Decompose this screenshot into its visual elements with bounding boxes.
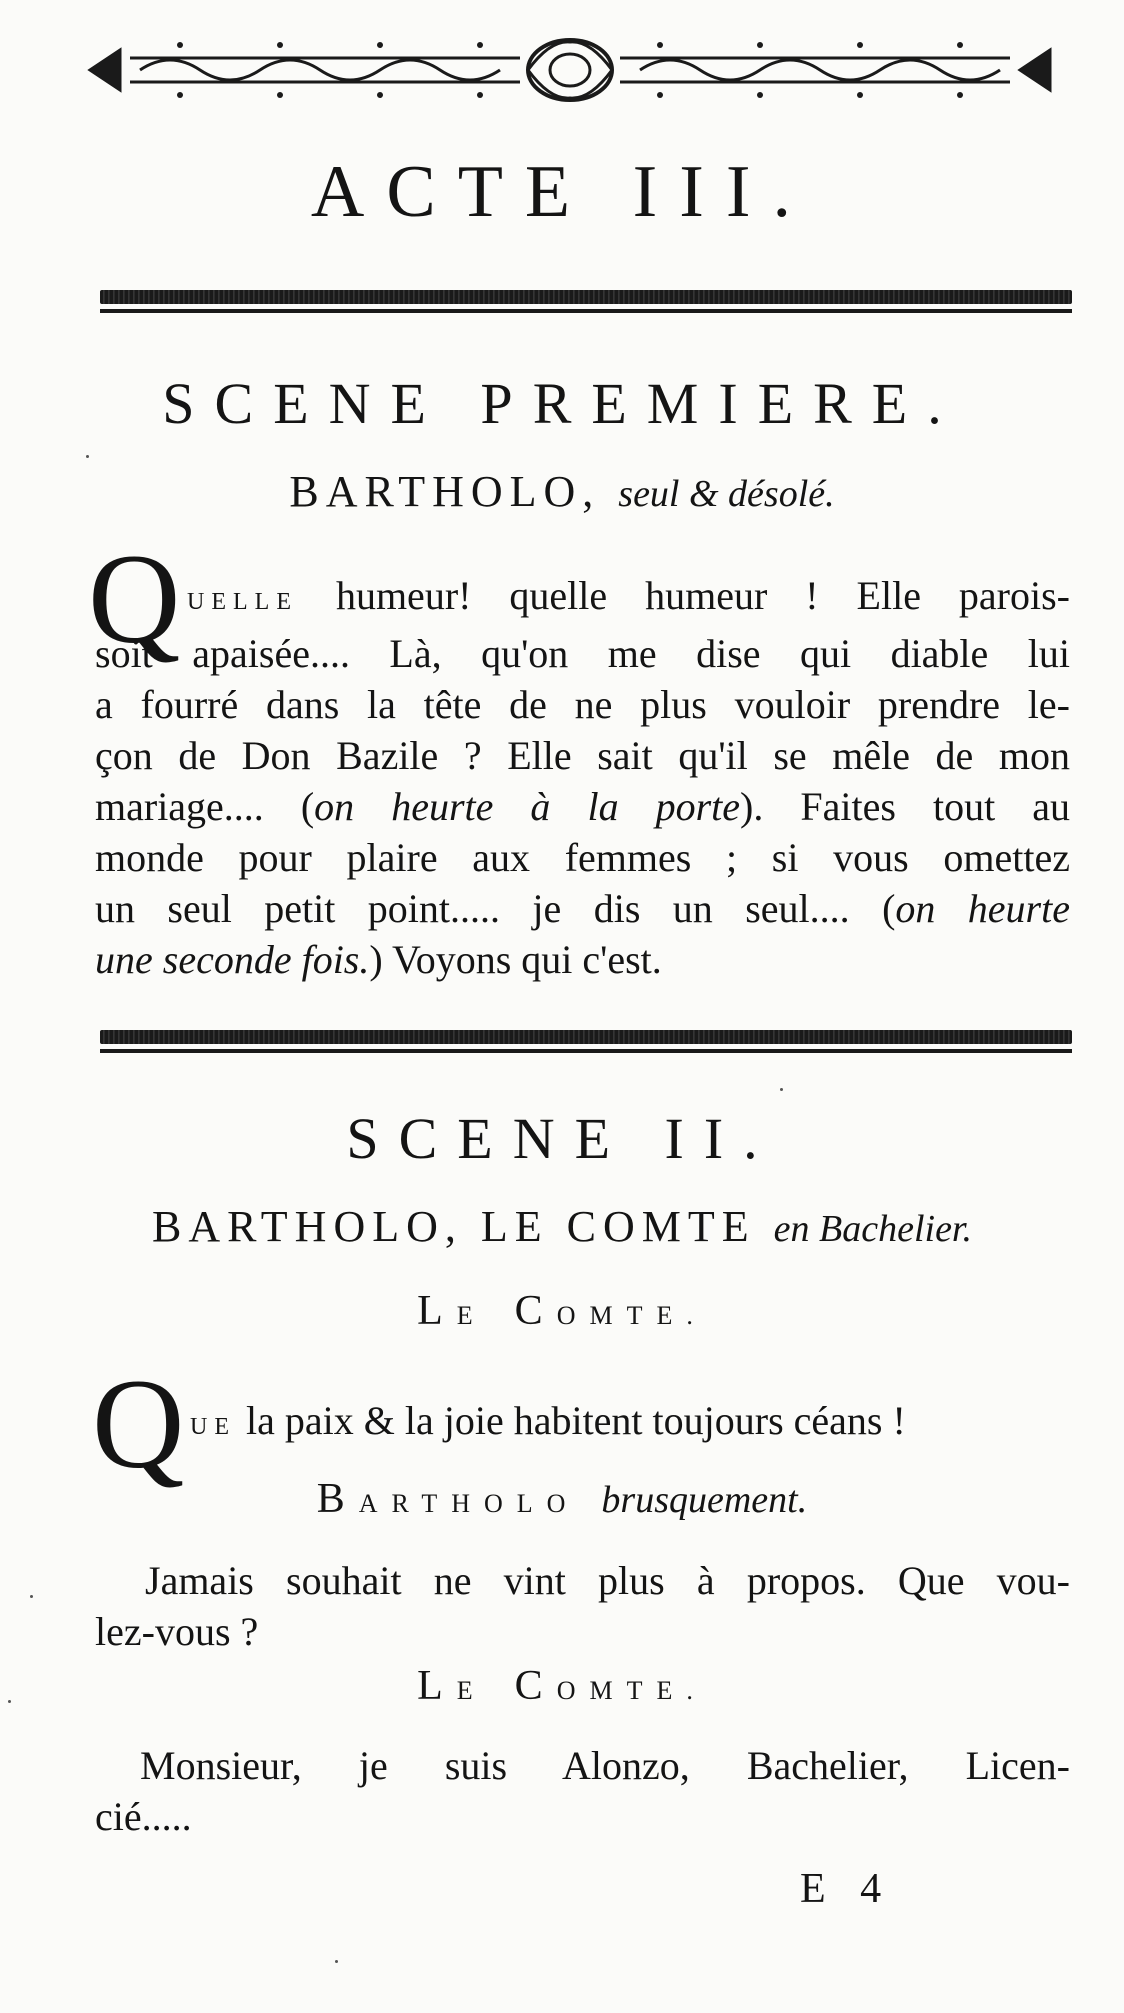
scene2-cast-direction: en Bachelier. [773,1208,973,1250]
scene1-title: SCENE PREMIERE. [162,371,962,436]
comte-reply-line-2: cié..... [95,1794,192,1839]
scene1-dropcap: Q [88,528,181,670]
scene2-cast-names: BARTHOLO, LE COMTE [151,1202,756,1251]
scene1-monologue [95,570,1070,985]
bartholo-reply [95,1555,1070,1657]
monologue-line-5: mariage.... (on heurte à la porte). Faites tout au [95,784,1070,829]
section-rule-top [100,290,1072,313]
paper-speck [335,1960,338,1963]
speaker-le-comte-1: LE COMTE. [417,1288,707,1334]
speaker-le-comte-2: LE COMTE. [417,1663,707,1709]
ornament-left-cross [90,50,120,90]
ornament-band [80,30,1060,110]
comte-reply-line-1: Monsieur, je suis Alonzo, Bachelier, Licen- [140,1743,1070,1788]
monologue-line-1: UELLE humeur! quelle humeur ! Elle parois- [187,573,1070,618]
ornament-center-medallion [528,40,612,100]
comte-reply [95,1740,1070,1842]
scene1-cast-direction: seul & désolé. [618,473,835,515]
scene2-dropcap: Q [92,1353,185,1495]
paper-speck [780,1088,783,1091]
bartholo-reply-line-1: Jamais souhait ne vint plus à propos. Que vou- [145,1558,1070,1603]
monologue-line-2: soit apaisée.... Là, qu'on me dise qui diable lui [95,631,1070,676]
scene1-cast-name: BARTHOLO, [289,467,601,516]
monologue-line-8: une seconde fois.) Voyons qui c'est. [95,937,662,982]
ornament-right-cross [1020,50,1050,90]
section-rule-middle [100,1030,1072,1053]
paper-speck [30,1595,33,1598]
scene2-title: SCENE II. [346,1106,778,1171]
bartholo-reply-line-2: lez-vous ? [95,1609,259,1654]
signature-mark: E 4 [800,1866,894,1912]
scene2-cast [0,1202,1124,1251]
monologue-line-6: monde pour plaire aux femmes ; si vous omettez [95,835,1070,880]
monologue-line-3: a fourré dans la tête de ne plus vouloir prendre le- [95,682,1070,727]
act-title: ACTE III. [310,151,814,233]
monologue-line-7: un seul petit point..... je dis un seul.... (on heurte [95,886,1070,931]
comte-line-1: UE la paix & la joie habitent toujours céans ! [190,1398,906,1443]
paper-speck [8,1700,11,1703]
monologue-line-4: çon de Don Bazile ? Elle sait qu'il se mêle de mon [95,733,1070,778]
paper-speck [86,455,89,458]
speaker-bartholo: BARTHOLO brusquement. [316,1476,808,1522]
scene1-cast [0,467,1124,516]
